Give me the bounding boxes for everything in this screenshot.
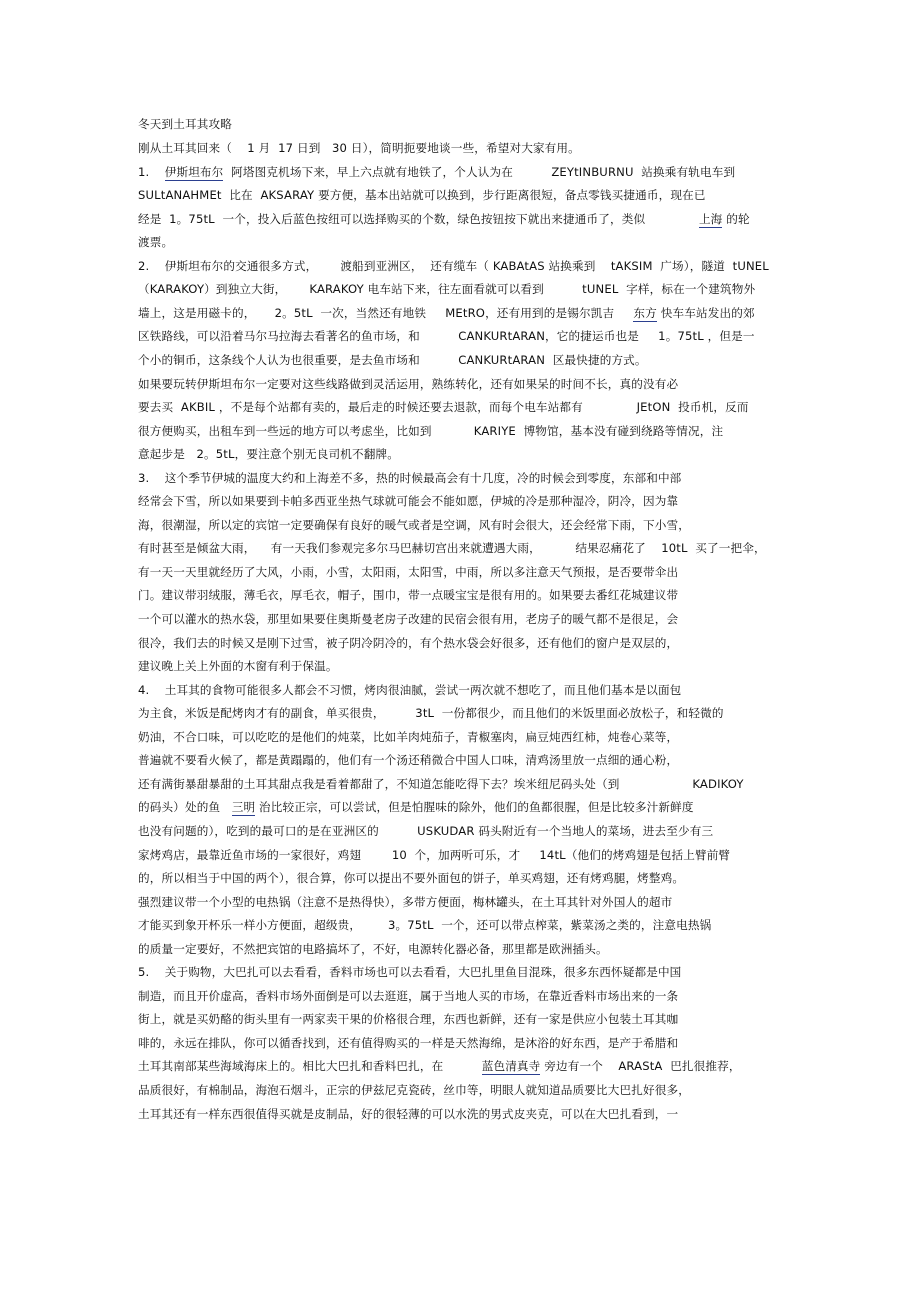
text-line [138,329,755,343]
text-line [138,659,338,673]
text-line [138,753,678,767]
text-line [138,918,711,932]
text-run: 奶油，不合口味，可以吃吃的是他们的炖菜，比如羊肉炖茄子，青椒塞肉，扁豆炖西红柿，炖卷心菜等， [138,730,679,744]
text-line [138,282,755,296]
text-line [138,706,724,720]
text-run: 也没有问题的），吃到的最可口的是在亚洲区的 USKUDAR 码头附近有一个当地人的菜场，进去至少有三 [138,824,714,838]
text-run: 品质很好，有棉制品，海泡石烟斗，正宗的伊兹尼克瓷砖，丝巾等，明眼人就知道品质要比大巴扎好很多， [138,1083,690,1097]
text-run: 2. 伊斯坦布尔的交通很多方式， 渡船到亚洲区， 还有缆车（ KABAtAS 站换乘到 tAKSIM 广场），隧道 tUNEL [138,259,769,273]
text-run: 的轮 [722,212,750,226]
text-line [138,541,766,555]
text-run: 经常会下雪，所以如果要到卡帕多西亚坐热气球就可能会不能如愿，伊城的冷是那种湿冷，阴冷，因为靠 [138,494,679,508]
text-run: 区铁路线，可以沿着马尔马拉海去看著名的鱼市场，和 CANKURtARAN，它的捷运币也是 1。75tL ，但是一 [138,329,755,343]
text-line [138,471,681,485]
text-run: 街上，就是买奶酪的街头里有一两家卖干果的价格很合理，东西也新鲜，还有一家是供应小包装土耳其咖 [138,1012,679,1026]
text-line [138,612,678,626]
text-run: 海，很潮湿，所以定的宾馆一定要确保有良好的暖气或者是空调，风有时会很大，还会经常下雨，下小雪， [138,518,690,532]
inline-link[interactable]: 上海 [698,212,723,226]
text-run: 普遍就不要看火候了，都是黄蹋蹋的，他们有一个汤还稍微合中国人口味，清鸡汤里放一点细的通心粉， [138,753,679,767]
text-run: 4. 土耳其的食物可能很多人都会不习惯，烤肉很油腻，尝试一两次就不想吃了，而且他们基本是以面包 [138,683,682,697]
text-line [138,942,608,956]
text-line [138,424,723,438]
text-run: 要去买 AKBIL ，不是每个站都有卖的，最后走的时候还要去退款，而每个电车站都有 JEtON 投币机，反而 [138,400,749,414]
text-run: 制造，而且开价虚高，香料市场外面倒是可以去逛逛，属于当地人买的市场，在靠近香料市场出来的一条 [138,989,679,1003]
text-line [138,588,678,602]
text-run: 建议晚上关上外面的木窗有利于保温。 [138,659,338,673]
text-line [138,848,730,862]
text-run: 3. 这个季节伊城的温度大约和上海差不多，热的时候最高会有十几度，冷的时候会到零度，东部和中部 [138,471,682,485]
text-line [138,141,580,155]
inline-link[interactable]: 伊斯坦布尔 [164,165,224,179]
text-run: 强烈建议带一个小型的电热锅（注意不是热得快），多带方便面，梅林罐头，在土耳其针对外国人的超市 [138,895,673,909]
text-run: 土耳其南部某些海域海床上的。相比大巴扎和香料巴扎，在 [138,1059,482,1073]
text-run: 个小的铜币，这条线个人认为也很重要，是去鱼市场和 CANKURtARAN 区最快捷的方式。 [138,353,647,367]
text-line [138,259,769,273]
text-run: 的质量一定要好，不然把宾馆的电路搞坏了，不好，电源转化器必备，那里都是欧洲插头。 [138,942,608,956]
text-line [138,400,749,414]
text-line [138,965,681,979]
text-run: 还有满街暴甜暴甜的土耳其甜点我是看着都甜了，不知道怎能吃得下去？埃米纽尼码头处（到 KADIKOY [138,777,744,791]
text-line [138,306,755,320]
text-run: 旁边有一个 ARAStA 巴扎很推荐， [540,1059,741,1073]
text-line [138,188,706,202]
text-run: 经是 1。75tL 一个，投入后蓝色按纽可以选择购买的个数，绿色按钮按下就出来捷通币了，类似 [138,212,699,226]
text-line [138,1059,741,1073]
text-run: SULtANAHMEt 比在 AKSARAY 要方便，基本出站就可以换到，步行距离很短，备点零钱买捷通币，现在已 [138,188,706,202]
text-line [138,683,681,697]
text-run: 如果要玩转伊斯坦布尔一定要对这些线路做到灵活运用，熟练转化，还有如果呆的时间不长，真的没有必 [138,377,679,391]
text-line [138,989,678,1003]
text-run: 的，所以相当于中国的两个），很合算，你可以提出不要外面包的饼子，单买鸡翅，还有烤鸡腿，烤整鸡。 [138,871,685,885]
text-run: 家烤鸡店，最靠近鱼市场的一家很好，鸡翅 10 个，加两听可乐，才 14tL（他们的烤鸡翅是包括上臂前臂 [138,848,731,862]
text-run: 很冷，我们去的时候又是刚下过雪，被子阴冷阴冷的，有个热水袋会好很多，还有他们的窗户是双层的， [138,636,679,650]
inline-link[interactable]: 蓝色清真寺 [481,1059,541,1073]
text-line [138,871,684,885]
inline-link[interactable]: 东方 [633,306,657,320]
text-line [138,636,678,650]
text-line [138,895,672,909]
text-line [138,447,399,461]
text-line [138,1083,690,1097]
text-line [138,777,744,791]
text-line [138,494,678,508]
text-line [138,165,735,179]
text-run: 啡的，永远在排队，你可以循香找到，还有值得购买的一样是天然海绵，是沐浴的好东西，是产于希腊和 [138,1036,679,1050]
text-run: 有时甚至是倾盆大雨， 有一天我们参观完多尔马巴赫切宫出来就遭遇大雨， 结果忍痛花了 10tL 买了一把伞， [138,541,766,555]
text-run: 快车车站发出的郊 [656,306,755,320]
text-run: 才能买到象开杯乐一样小方便面，超级贵， 3。75tL 一个，还可以带点榨菜，紫菜汤之类的，注意电热锅 [138,918,712,932]
text-line [138,730,678,744]
text-run: 墙上，这是用磁卡的， 2。5tL 一次，当然还有地铁 MEtRO，还有用到的是锡尔凯吉 [138,306,634,320]
text-run: 一个可以灌水的热水袋，那里如果要住奥斯曼老房子改建的民宿会很有用，老房子的暖气都不是很足，会 [138,612,679,626]
text-line [138,353,647,367]
text-line [138,800,694,814]
text-line [138,235,173,249]
text-run: 1. [138,165,165,179]
text-run: （KARAKOY）到独立大街， KARAKOY 电车站下来，往左面看就可以看到 tUNEL 字样，标在一个建筑物外 [138,282,756,296]
text-run: 为主食，米饭是配烤肉才有的副食，单买很贵， 3tL 一份都很少，而且他们的米饭里面必放松子，和轻微的 [138,706,724,720]
text-line [138,1036,678,1050]
text-run: 阿塔图克机场下来，早上六点就有地铁了，个人认为在 ZEYtINBURNU 站换乘有轨电车到 [223,165,736,179]
text-run: 土耳其还有一样东西很值得买就是皮制品，好的很轻薄的可以水洗的男式皮夹克，可以在大巴扎看到，一 [138,1107,679,1121]
text-run: 渡票。 [138,235,174,249]
document-title: 冬天到土耳其攻略 [138,117,232,131]
text-run: 有一天一天里就经历了大风，小雨，小雪，太阳雨，太阳雪，中雨，所以多注意天气预报，是否要带伞出 [138,565,679,579]
text-run: 治比较正宗，可以尝试，但是怕腥味的除外，他们的鱼都很腥，但是比较多汁新鲜度 [255,800,694,814]
text-line [138,1107,678,1121]
text-line [138,824,713,838]
text-line [138,1012,678,1026]
text-run: 5. 关于购物，大巴扎可以去看看，香料市场也可以去看看，大巴扎里鱼目混珠，很多东西怀疑都是中国 [138,965,682,979]
text-line [138,377,678,391]
inline-link[interactable]: 三明 [231,800,256,814]
text-run: 意起步是 2。5tL，要注意个别无良司机不翻牌。 [138,447,399,461]
text-run: 的码头）处的鱼 [138,800,232,814]
text-run: 刚从土耳其回来（ 1 月 17 日到 30 日），简明扼要地谈一些，希望对大家有用。 [138,141,580,155]
text-run: 很方便购买，出租车到一些远的地方可以考虑坐，比如到 KARIYE 博物馆，基本没有碰到绕路等情况，注 [138,424,724,438]
text-line [138,518,690,532]
text-line [138,212,750,226]
text-run: 门。建议带羽绒服，薄毛衣，厚毛衣，帽子，围巾，带一点暖宝宝是很有用的。如果要去番红花城建议带 [138,588,679,602]
text-line [138,565,678,579]
